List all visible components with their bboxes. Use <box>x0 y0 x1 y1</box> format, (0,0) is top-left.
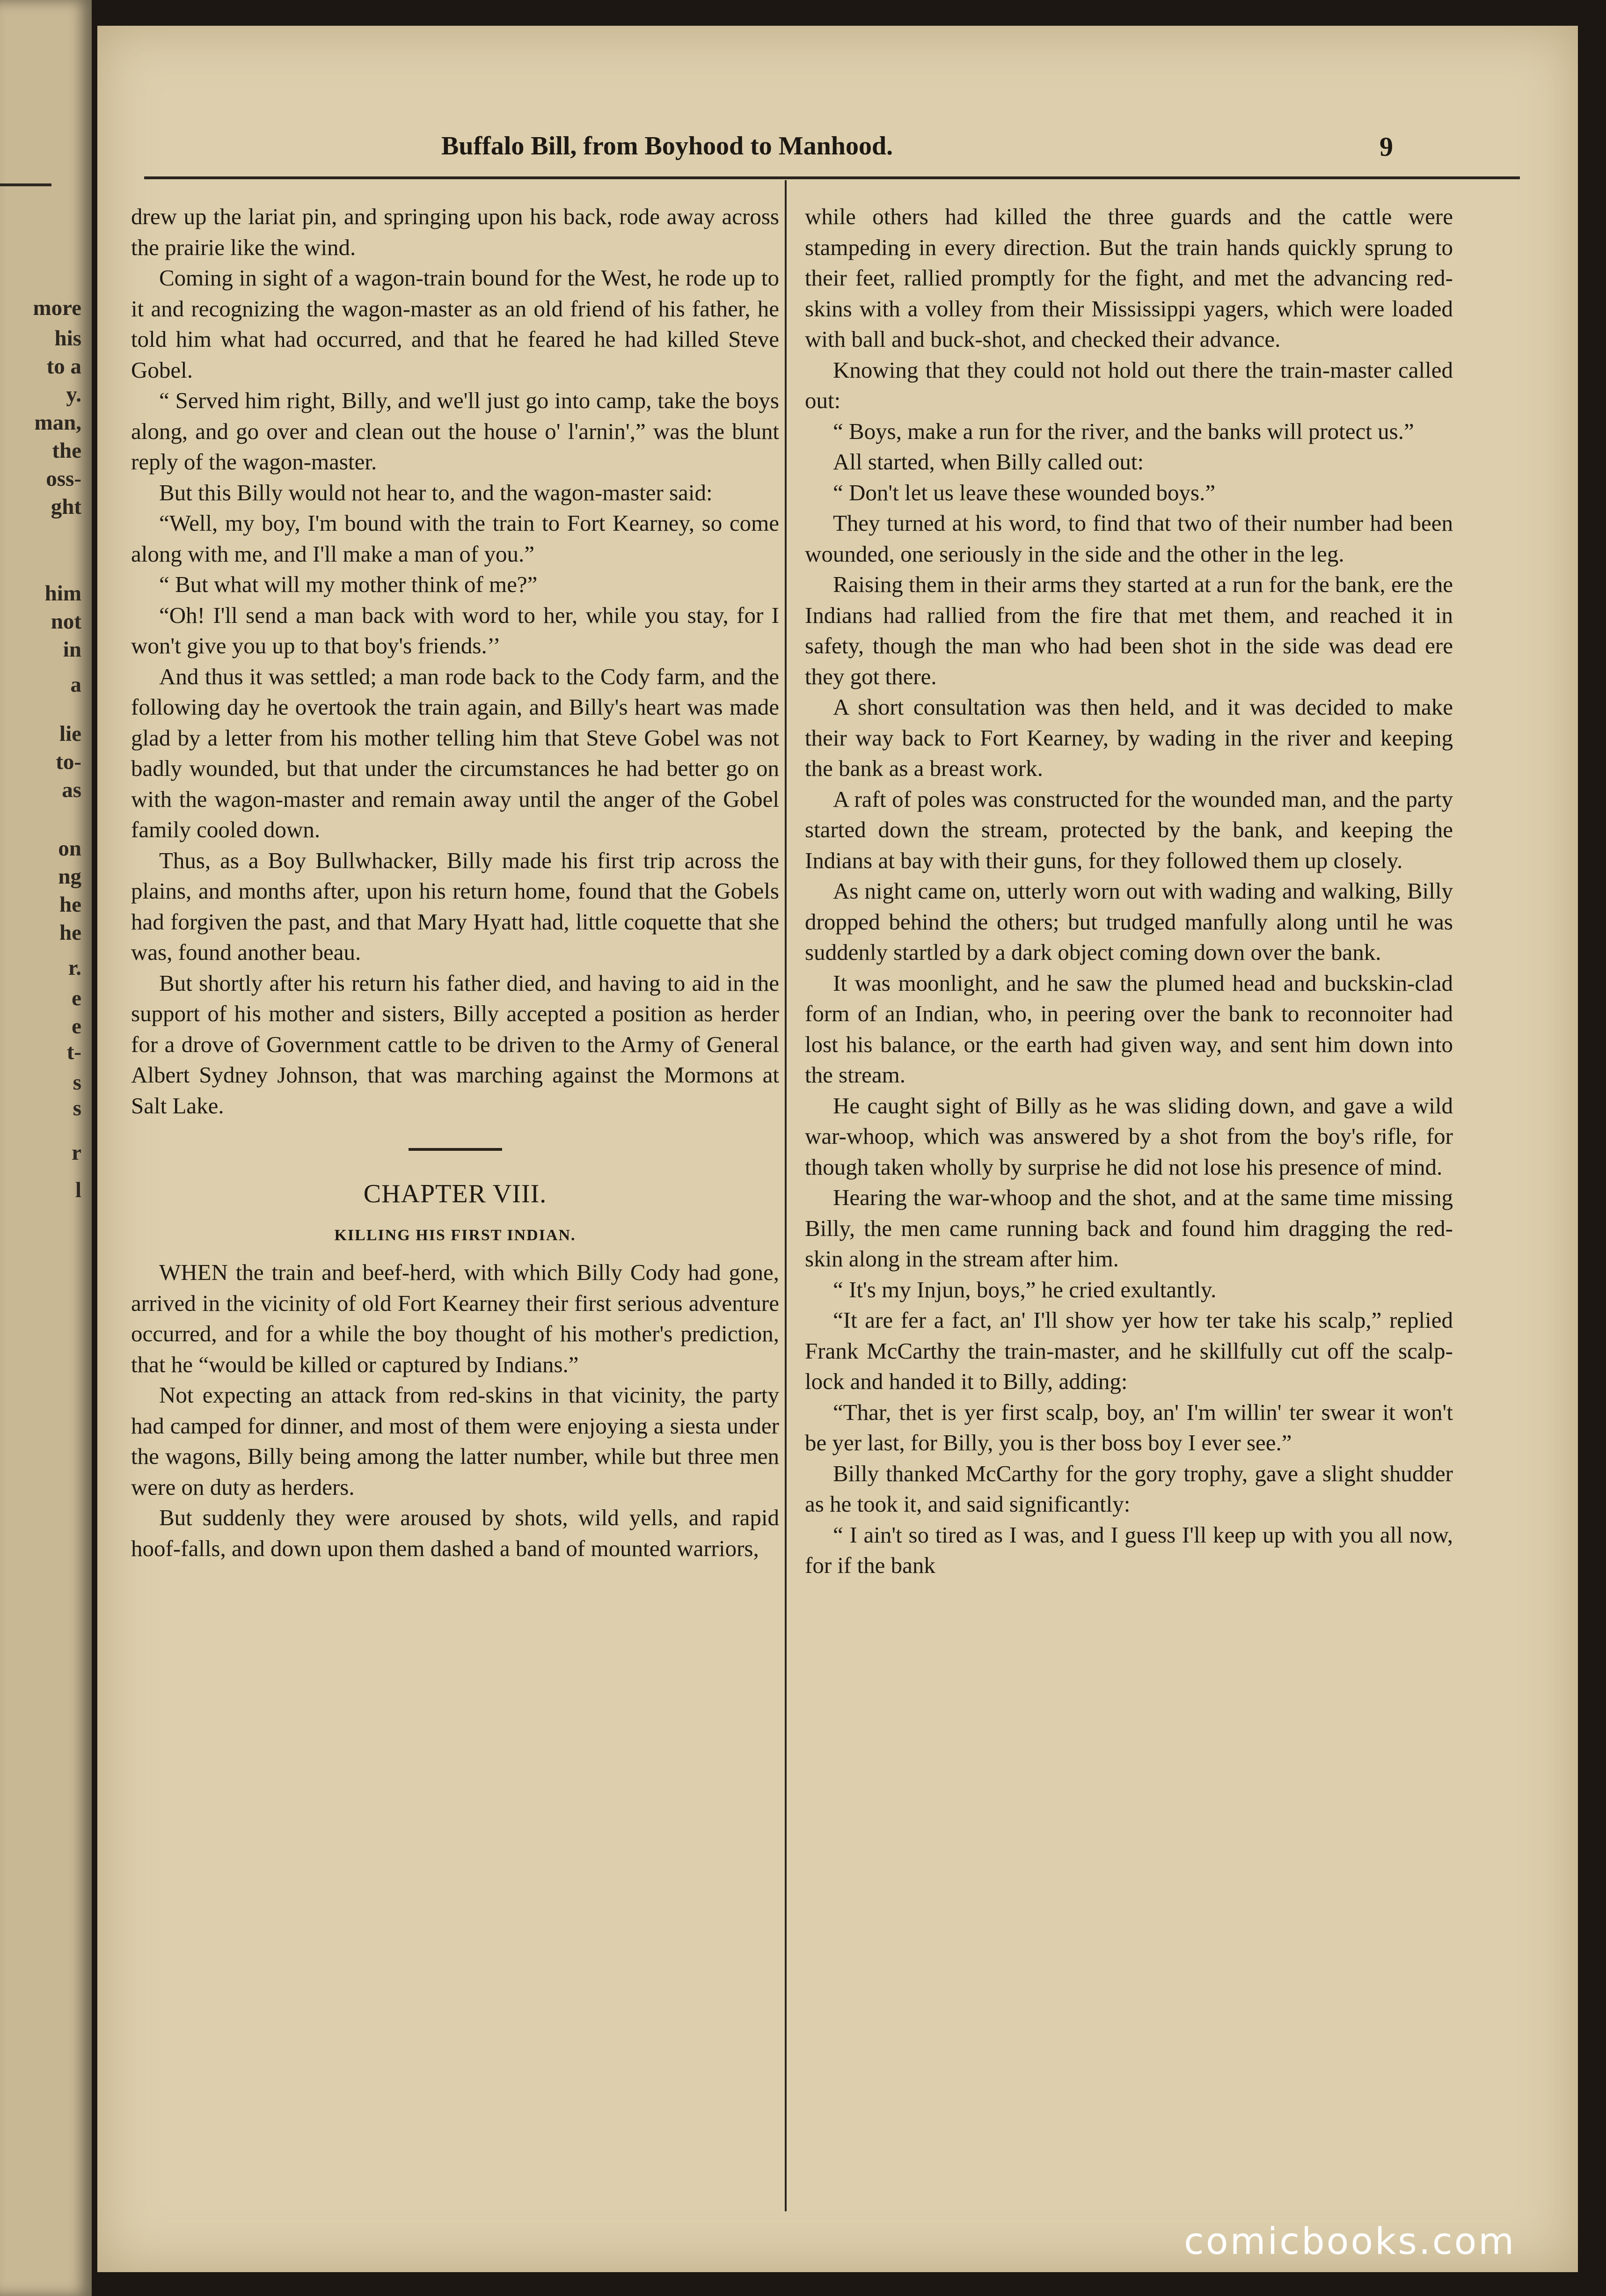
paragraph: “ But what will my mother think of me?” <box>159 571 538 597</box>
left-column-paragraphs <box>131 201 779 1121</box>
paragraph: “ Don't let us leave these wounded boys.” <box>833 479 1216 505</box>
right-column-paragraphs <box>805 201 1453 1581</box>
paragraph: Raising them in their arms they started at a run for the bank, ere the Indians had rallied from the fire that met them, and reached it in safety, though the man who had been shot in the side was dead ere they got there. <box>805 571 1453 689</box>
previous-page-fragment: ng <box>58 864 81 889</box>
paragraph: “Well, my boy, I'm bound with the train to Fort Kearney, so come along with me, and I'll make a man of you.” <box>131 510 779 567</box>
previous-page-fragment: man, <box>34 410 81 435</box>
paragraph: “ Boys, make a run for the river, and the banks will protect us.” <box>833 418 1414 444</box>
chapter-paragraphs <box>131 1257 779 1564</box>
paragraph: “ Served him right, Billy, and we'll just go into camp, take the boys along, and go over and clean out the house o' l'arnin',” was the blunt reply of the wagon-master. <box>131 388 779 475</box>
paragraph: drew up the lariat pin, and springing upon his back, rode away across the prairie like the wind. <box>131 204 779 260</box>
paragraph: A raft of poles was constructed for the wounded man, and the party started down the stream, protected by the bank, and keeping the Indians at bay with their guns, for they followed them up closely. <box>805 786 1453 873</box>
previous-page-fragment: r. <box>68 956 81 980</box>
paragraph: “It are fer a fact, an' I'll show yer how ter take his scalp,” replied Frank McCarthy the train-master, and he skillfully cut off the scalp-lock and handed it to Billy, adding: <box>805 1307 1453 1394</box>
chapter-subtitle: KILLING HIS FIRST INDIAN. <box>334 1226 576 1244</box>
paragraph: while others had killed the three guards and the cattle were stampeding in every direction. But the train hands quickly sprung to their feet, rallied promptly for the fight, and met the advancing red-skins with a volley from their Mississippi yagers, which were loaded with ball and buck-shot, and checked their advance. <box>805 204 1453 352</box>
paragraph: “Thar, thet is yer first scalp, boy, an' I'm willin' ter swear it won't be yer last, for Billy, you is ther boss boy I ever see.” <box>805 1399 1453 1455</box>
paragraph: All started, when Billy called out: <box>833 449 1144 475</box>
section-rule <box>409 1148 502 1151</box>
paragraph: They turned at his word, to find that two of their number had been wounded, one seriously in the side and the other in the leg. <box>805 510 1453 567</box>
previous-page-fragment: not <box>51 609 81 634</box>
previous-page-fragment: as <box>62 778 81 802</box>
running-title: Buffalo Bill, from Boyhood to Manhood. <box>441 132 893 161</box>
paragraph: “Oh! I'll send a man back with word to her, while you stay, for I won't give you up to that boy's friends.’’ <box>131 602 779 658</box>
paragraph: It was moonlight, and he saw the plumed head and buckskin-clad form of an Indian, who, in peering over the bank to reconnoiter had lost his balance, or the earth had given way, and sent him down into the stream. <box>805 970 1453 1088</box>
previous-page-fragment: more <box>33 296 81 320</box>
previous-page-fragment: ght <box>51 495 81 519</box>
paragraph: And thus it was settled; a man rode back to the Cody farm, and the following day he overtook the train again, and Billy's heart was made glad by a letter from his mother telling him that Steve Gobel was not badly wounded, but that under the circumstances he had better go on with the wagon-master and remain away until the anger of the Gobel family cooled down. <box>131 663 779 842</box>
book-page <box>97 26 1578 2272</box>
paragraph: He caught sight of Billy as he was sliding down, and gave a wild war-whoop, which was answered by a shot from the boy's rifle, for though taken wholly by surprise he did not lose his presence of mind. <box>805 1092 1453 1180</box>
right-column <box>805 201 1453 1581</box>
paragraph: Knowing that they could not hold out there the train-master called out: <box>805 357 1453 413</box>
previous-page-fragment: r <box>72 1141 81 1165</box>
paragraph: But suddenly they were aroused by shots, wild yells, and rapid hoof-falls, and down upon them dashed a band of mounted warriors, <box>131 1505 779 1561</box>
column-rule <box>785 180 787 2211</box>
header-rule <box>144 176 1520 179</box>
paragraph: A short consultation was then held, and it was decided to make their way back to Fort Kearney, by wading in the river and keeping the bank as a breast work. <box>805 694 1453 781</box>
paragraph: “ It's my Injun, boys,” he cried exultantly. <box>833 1276 1217 1302</box>
paragraph: But this Billy would not hear to, and the wagon-master said: <box>159 479 713 505</box>
previous-page-fragment: t- <box>66 1040 81 1064</box>
previous-page-fragment: he <box>59 921 81 945</box>
previous-page-fragment: lie <box>59 722 81 746</box>
paragraph: Not expecting an attack from red-skins in that vicinity, the party had camped for dinner, and most of them were enjoying a siesta under the wagons, Billy being among the latter number, while but three men were on duty as herders. <box>131 1382 779 1500</box>
previous-page-fragment: a <box>70 673 81 697</box>
previous-page-fragment: s <box>73 1070 81 1095</box>
paragraph: WHEN the train and beef-herd, with which Billy Cody had gone, arrived in the vicinity of old Fort Kearney their first serious adventure occurred, and for a while the boy thought of his mother's prediction, that he “would be killed or captured by Indians.” <box>131 1259 779 1377</box>
watermark: comicbooks.com <box>1184 2221 1516 2263</box>
previous-page-fragment: s <box>73 1096 81 1120</box>
chapter-title: CHAPTER VIII. <box>363 1179 547 1208</box>
previous-page-rule <box>0 183 51 186</box>
previous-page-fragment: e <box>72 1014 81 1038</box>
previous-page-fragment: in <box>63 637 81 662</box>
previous-page-fragment: e <box>72 986 81 1010</box>
paragraph: Coming in sight of a wagon-train bound for the West, he rode up to it and recognizing the wagon-master as an old friend of his father, he told him what had occurred, and that he feared he had killed Steve Gobel. <box>131 265 779 383</box>
paragraph: “ I ain't so tired as I was, and I guess I'll keep up with you all now, for if the bank <box>805 1521 1453 1578</box>
previous-page-edge <box>0 0 92 2296</box>
paragraph: As night came on, utterly worn out with wading and walking, Billy dropped behind the others; but trudged manfully along until he was suddenly startled by a dark object coming down over the bank. <box>805 878 1453 965</box>
paragraph: Hearing the war-whoop and the shot, and at the same time missing Billy, the men came running back and found him dragging the red-skin along in the stream after him. <box>805 1185 1453 1272</box>
previous-page-fragment: he <box>59 892 81 917</box>
previous-page-fragment: to a <box>46 354 81 379</box>
running-header <box>97 131 1578 173</box>
previous-page-fragment: on <box>58 836 81 861</box>
paragraph: Thus, as a Boy Bullwhacker, Billy made his first trip across the plains, and months after, upon his return home, found that the Gobels had forgiven the past, and that Mary Hyatt had, little coquette that she was, found another beau. <box>131 847 779 965</box>
previous-page-fragment: to- <box>56 750 81 774</box>
previous-page-fragment: him <box>44 581 81 606</box>
paragraph: Billy thanked McCarthy for the gory trophy, gave a slight shudder as he took it, and said significantly: <box>805 1460 1453 1517</box>
previous-page-fragment: l <box>75 1178 81 1202</box>
previous-page-fragment: y. <box>66 382 81 407</box>
page-number: 9 <box>1380 132 1393 162</box>
paragraph: But shortly after his return his father died, and having to aid in the support of his mother and sisters, Billy accepted a position as herder for a drove of Government cattle to be driven to the Army of General Albert Sydney Johnson, that was marching against the Mormons at Salt Lake. <box>131 970 779 1119</box>
previous-page-fragment: oss- <box>46 467 81 491</box>
previous-page-fragment: the <box>52 439 81 463</box>
previous-page-fragment: his <box>54 326 81 351</box>
left-column <box>131 201 779 1564</box>
